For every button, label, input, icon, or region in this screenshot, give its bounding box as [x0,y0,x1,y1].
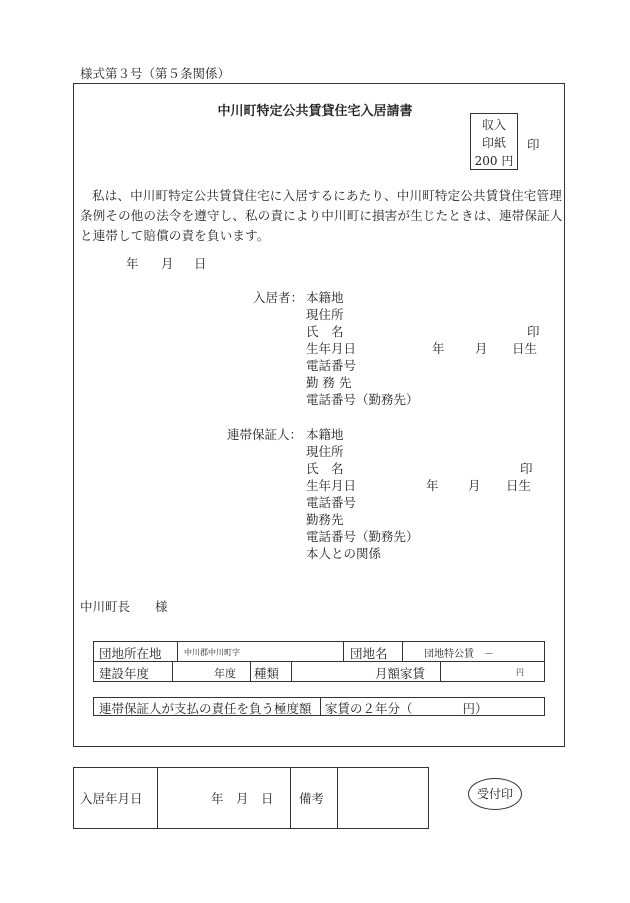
complex-label: 団地名 [350,646,388,661]
stamp-line-2: 印紙 [481,136,506,150]
rent-label: 月額家賃 [375,666,426,681]
location-label: 団地所在地 [99,646,162,661]
guarantor-work-phone: 電話番号（勤務先） [306,529,419,544]
guarantor-birth: 生年月日 [306,478,357,493]
revenue-stamp-box [470,113,518,170]
type-label: 種類 [254,666,280,681]
tenant-birth-year: 年 [432,341,445,356]
tenant-birth: 生年月日 [306,341,357,356]
tenant-label: 入居者： [253,290,304,305]
tenant-seal: 印 [527,324,540,339]
stamp-seal-mark: 印 [527,137,540,152]
tenant-phone: 電話番号 [306,358,357,373]
move-in-date-value: 年 月 日 [211,791,274,806]
construction-year-label: 建設年度 [99,666,150,681]
guarantee-limit-label: 連帯保証人が支払の責任を負う極度額 [99,701,312,716]
tenant-workplace: 勤 務 先 [306,375,352,390]
remarks-label: 備考 [299,791,325,806]
construction-year-unit: 年度 [214,667,236,680]
tenant-domicile: 本籍地 [306,290,344,305]
location-value: 中川郡中川町字 [184,648,240,657]
guarantor-address: 現住所 [306,444,344,459]
guarantor-birth-year: 年 [426,478,439,493]
declaration-text: 私は、中川町特定公共賃貸住宅に入居するにあたり、中川町特定公共賃貸住宅管理条例その他の法令を遵守し、私の責により中川町に損害が生じたときは、連帯保証人と連帯して賠償の責を負います。 [80,188,563,243]
tenant-birth-day: 日生 [512,341,538,356]
guarantor-name: 氏 名 [306,461,344,476]
tenant-address: 現住所 [306,307,344,322]
stamp-line-1: 収入 [481,118,506,132]
tenant-work-phone: 電話番号（勤務先） [306,392,419,407]
date-year: 年 [126,256,139,271]
form-number: 様式第３号（第５条関係） [80,66,231,81]
guarantor-workplace: 勤務先 [306,512,344,527]
guarantor-birth-day: 日生 [506,478,532,493]
stamp-line-3: 200 円 [474,154,514,168]
guarantor-phone: 電話番号 [306,495,357,510]
addressee: 中川町長 様 [80,599,168,614]
page-title: 中川町特定公共賃貸住宅入居請書 [217,104,413,119]
guarantor-label: 連帯保証人： [227,427,303,442]
date-day: 日 [194,256,207,271]
guarantor-seal: 印 [520,461,533,476]
complex-value: 団地特公賃 － [424,649,494,660]
guarantor-relation: 本人との関係 [306,546,382,561]
date-month: 月 [161,256,174,271]
tenant-birth-month: 月 [475,341,488,356]
receipt-seal: 受付印 [468,778,522,810]
tenant-name: 氏 名 [306,324,344,339]
guarantee-limit-value: 家賃の２年分（ 円） [325,701,488,716]
guarantor-domicile: 本籍地 [306,427,344,442]
guarantor-birth-month: 月 [468,478,481,493]
move-in-date-label: 入居年月日 [80,791,143,806]
rent-unit: 円 [516,668,524,677]
